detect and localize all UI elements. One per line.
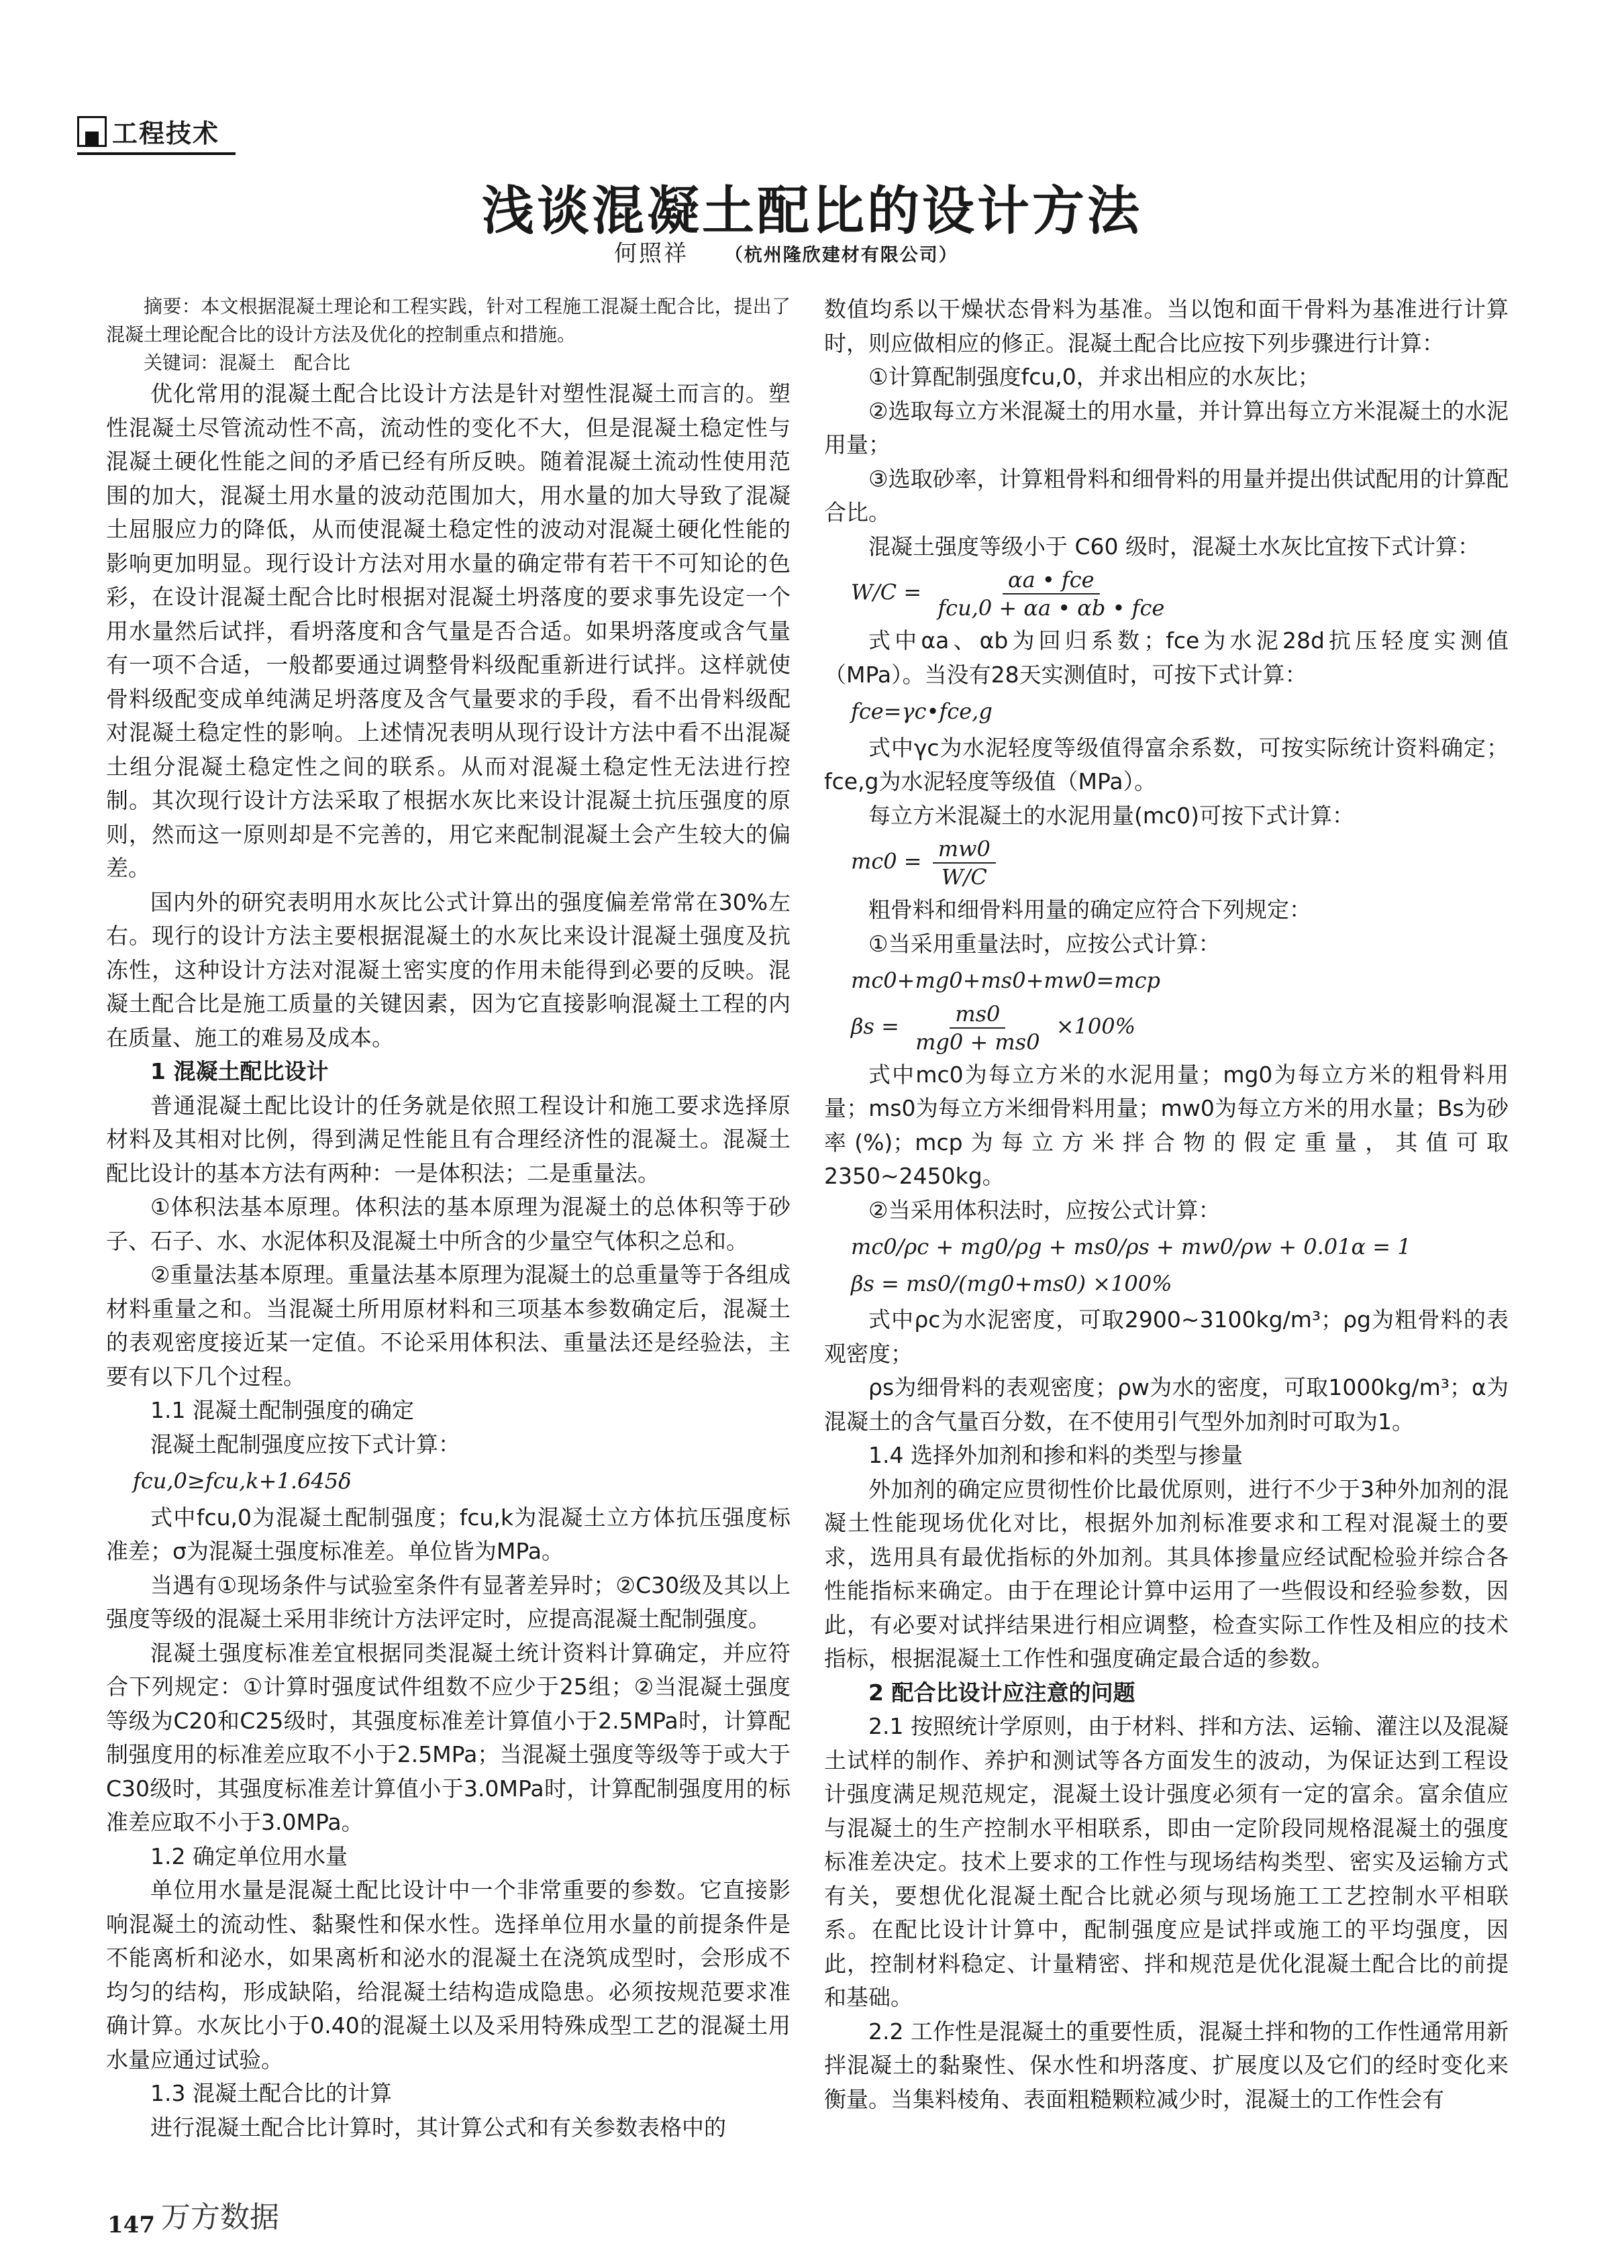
keywords: 关键词：混凝土 配合比 bbox=[144, 352, 351, 374]
subsection-heading: 1.1 混凝土配制强度的确定 bbox=[150, 1397, 414, 1423]
affiliation: （杭州隆欣建材有限公司） bbox=[724, 245, 958, 266]
subsection-heading: 1.3 混凝土配合比的计算 bbox=[150, 2080, 392, 2106]
paragraph: 式中γc为水泥轻度等级值得富余系数，可按实际统计资料确定；fce,g为水泥轻度等级值（MPa）。 bbox=[824, 734, 1509, 794]
formula-wc bbox=[851, 566, 1509, 621]
paragraph: 式中ρc为水泥密度，可取2900~3100kg/m³；ρg为粗骨料的表观密度； bbox=[824, 1306, 1509, 1367]
section-mark-icon bbox=[77, 116, 107, 147]
paragraph: 当遇有①现场条件与试验室条件有显著差异时；②C30级及其以上强度等级的混凝土采用非统计方法评定时，应提高混凝土配制强度。 bbox=[106, 1571, 791, 1632]
section-label: 工程技术 bbox=[112, 119, 220, 148]
formula-lhs: mc0 = bbox=[851, 848, 922, 874]
paragraph: 单位用水量是混凝土配比设计中一个非常重要的参数。它直接影响混凝土的流动性、黏聚性和保水性。选择单位用水量的前提条件是不能离析和泌水，如果离析和泌水的混凝土在浇筑成型时，会形成不均匀的结构，形成缺陷，给混凝土结构造成隐患。必须按规范要求准确计算。水灰比小于0.40的混凝土以及采用特殊成型工艺的混凝土用水量应通过试验。 bbox=[106, 1877, 791, 2073]
paragraph: 国内外的研究表明用水灰比公式计算出的强度偏差常常在30%左右。现行的设计方法主要根据混凝土的水灰比来设计混凝土强度及抗冻性，这种设计方法对混凝土密实度的作用未能得到必要的反映。混凝土配合比是施工质量的关键因素，因为它直接影响混凝土工程的内在质量、施工的难易及成本。 bbox=[106, 888, 791, 1051]
step-item: ①计算配制强度fcu,0，并求出相应的水灰比； bbox=[868, 364, 1320, 390]
formula-sand-ratio-volume: βs = ms0/(mg0+ms0) ×100% bbox=[851, 1270, 1172, 1296]
paragraph: 数值均系以干燥状态骨料为基准。当以饱和面干骨料为基准进行计算时，则应做相应的修正。混凝土配合比应按下列步骤进行计算： bbox=[824, 296, 1509, 356]
formula-fcu0: fcu,0≥fcu,k+1.645δ bbox=[133, 1468, 352, 1494]
watermark: 万方数据 bbox=[161, 2200, 279, 2234]
paragraph: 2.2 工作性是混凝土的重要性质，混凝土拌和物的工作性通常用新拌混凝土的黏聚性、保水性和坍落度、扩展度以及它们的经时变化来衡量。当集料棱角、表面粗糙颗粒减少时，混凝土的工作性会有 bbox=[824, 2018, 1509, 2112]
paragraph: 外加剂的确定应贯彻性价比最优原则，进行不少于3种外加剂的混凝土性能现场优化对比，根据外加剂标准要求和工程对混凝土的要求，选用具有最优指标的外加剂。其具体掺量应经试配检验并综合各性能指标来确定。由于在理论计算中运用了一些假设和经验参数，因此，有必要对试拌结果进行相应调整，检查实际工作性及相应的技术指标，根据混凝土工作性和强度确定最合适的参数。 bbox=[824, 1476, 1509, 1671]
formula-tail: ×100% bbox=[1056, 1013, 1136, 1039]
formula-sand-ratio bbox=[851, 1000, 1509, 1055]
left-column bbox=[106, 293, 791, 2145]
formula-weight-sum: mc0+mg0+ms0+mw0=mcp bbox=[851, 968, 1161, 993]
paragraph: 每立方米混凝土的水泥用量(mc0)可按下式计算： bbox=[868, 802, 1355, 829]
denominator: W/C bbox=[941, 864, 987, 890]
formula-mc0 bbox=[851, 835, 1509, 890]
denominator: mg0 + ms0 bbox=[915, 1029, 1040, 1055]
section-heading: 2 配合比设计应注意的问题 bbox=[868, 1679, 1135, 1706]
right-column bbox=[824, 293, 1509, 2116]
abstract: 摘要：本文根据混凝土理论和工程实践，针对工程施工混凝土配合比，提出了混凝土理论配合比的设计方法及优化的控制重点和措施。 bbox=[106, 295, 791, 346]
section-tag bbox=[77, 113, 236, 155]
fraction bbox=[932, 566, 1170, 621]
numerator: αa • fce bbox=[1003, 566, 1100, 595]
paragraph: ②当采用体积法时，应按公式计算： bbox=[868, 1196, 1221, 1223]
author: 何照祥 bbox=[614, 240, 689, 267]
denominator: fcu,0 + αa • αb • fce bbox=[937, 595, 1165, 621]
paragraph: 粗骨料和细骨料用量的确定应符合下列规定： bbox=[868, 896, 1311, 923]
paragraph: 2.1 按照统计学原则，由于材料、拌和方法、运输、灌注以及混凝土试样的制作、养护和测试等各方面发生的波动，为保证达到工程设计强度满足规范规定，混凝土设计强度必须有一定的富余。富余值应与混凝土的生产控制水平相联系，即由一定阶段同规格混凝土的强度标准差决定。技术上要求的工作性与现场结构类型、密实及运输方式有关，要想优化混凝土配合比就必须与现场施工工艺控制水平相联系。在配比设计计算中，配制强度应是试拌或施工的平均强度，因此，控制材料稳定、计量精密、拌和规范是优化混凝土配合比的前提和基础。 bbox=[824, 1713, 1509, 2010]
subsection-heading: 1.2 确定单位用水量 bbox=[150, 1843, 348, 1869]
fraction bbox=[933, 835, 996, 890]
paragraph: 普通混凝土配比设计的任务就是依照工程设计和施工要求选择原材料及其相对比例，得到满足性能且有合理经济性的混凝土。混凝土配比设计的基本方法有两种：一是体积法；二是重量法。 bbox=[106, 1092, 791, 1186]
paragraph: ①当采用重量法时，应按公式计算： bbox=[868, 930, 1221, 957]
formula-volume-sum: mc0/ρc + mg0/ρg + ms0/ρs + mw0/ρw + 0.01α = 1 bbox=[851, 1234, 1411, 1259]
fraction bbox=[910, 1000, 1045, 1055]
formula-fce: fce=γc•fce,g bbox=[851, 699, 993, 724]
formula-lhs: W/C = bbox=[851, 579, 922, 605]
section-heading: 1 混凝土配比设计 bbox=[150, 1058, 329, 1084]
paragraph: ②重量法基本原理。重量法基本原理为混凝土的总重量等于各组成材料重量之和。当混凝土所用原材料和三项基本参数确定后，混凝土的表观密度接近某一定值。不论采用体积法、重量法还是经验法，主要有以下几个过程。 bbox=[106, 1261, 791, 1390]
paragraph: ①体积法基本原理。体积法的基本原理为混凝土的总体积等于砂子、石子、水、水泥体积及混凝土中所含的少量空气体积之总和。 bbox=[106, 1194, 791, 1254]
numerator: ms0 bbox=[950, 1000, 1005, 1029]
step-item: ③选取砂率，计算粗骨料和细骨料的用量并提出供试配用的计算配合比。 bbox=[824, 465, 1509, 525]
paragraph: 混凝土配制强度应按下式计算： bbox=[150, 1431, 460, 1457]
step-item: ②选取每立方米混凝土的用水量，并计算出每立方米混凝土的水泥用量； bbox=[824, 397, 1509, 458]
paragraph: 优化常用的混凝土配合比设计方法是针对塑性混凝土而言的。塑性混凝土尽管流动性不高，流动性的变化不大，但是混凝土稳定性与混凝土硬化性能之间的矛盾已经有所反映。随着混凝土流动性使用范围的加大，混凝土用水量的波动范围加大，用水量的加大导致了混凝土屈服应力的降低，从而使混凝土稳定性的波动对混凝土硬化性能的影响更加明显。现行设计方法对用水量的确定带有若干不可知论的色彩，在设计混凝土配合比时根据对混凝土坍落度的要求事先设定一个用水量然后试拌，看坍落度和含气量是否合适。如果坍落度或含气量有一项不合适，一般都要通过调整骨料级配重新进行试拌。这样就使骨料级配变成单纯满足坍落度及含气量要求的手段，看不出骨料级配对混凝土稳定性的影响。上述情况表明从现行设计方法中看不出混凝土组分混凝土稳定性之间的联系。从而对混凝土稳定性无法进行控制。其次现行设计方法采取了根据水灰比来设计混凝土抗压强度的原则，然而这一原则却是不完善的，用它来配制混凝土会产生较大的偏差。 bbox=[106, 380, 791, 881]
subsection-heading: 1.4 选择外加剂和掺和料的类型与掺量 bbox=[868, 1442, 1243, 1468]
article-title: 浅谈混凝土配比的设计方法 bbox=[481, 181, 1142, 242]
paragraph: ρs为细骨料的表观密度；ρw为水的密度，可取1000kg/m³；α为混凝土的含气量百分数，在不使用引气型外加剂时可取为1。 bbox=[824, 1374, 1509, 1435]
paragraph: 混凝土强度标准差宜根据同类混凝土统计资料计算确定，并应符合下列规定：①计算时强度试件组数不应少于25组；②当混凝土强度等级为C20和C25级时，其强度标准差计算值小于2.5MPa时，计算配制强度用的标准差应取不小于2.5MPa；当混凝土强度等级等于或大于C30级时，其强度标准差计算值小于3.0MPa时，计算配制强度用的标准差应取不小于3.0MPa。 bbox=[106, 1639, 791, 1835]
paragraph: 式中fcu,0为混凝土配制强度；fcu,k为混凝土立方体抗压强度标准差；σ为混凝土强度标准差。单位皆为MPa。 bbox=[106, 1504, 791, 1564]
paragraph: 式中mc0为每立方米的水泥用量；mg0为每立方米的粗骨料用量；ms0为每立方米细骨料用量；mw0为每立方米的用水量；Bs为砂率(%)；mcp为每立方米拌合物的假定重量，其值可取2350~2450kg。 bbox=[824, 1061, 1509, 1189]
paragraph: 混凝土强度等级小于 C60 级时，混凝土水灰比宜按下式计算： bbox=[868, 533, 1480, 560]
paragraph: 进行混凝土配合比计算时，其计算公式和有关参数表格中的 bbox=[150, 2114, 726, 2141]
numerator: mw0 bbox=[933, 835, 996, 864]
paragraph: 式中αa、αb为回归系数；fce为水泥28d抗压轻度实测值（MPa）。当没有28天实测值时，可按下式计算： bbox=[824, 627, 1509, 688]
byline bbox=[614, 235, 958, 268]
formula-lhs: βs = bbox=[851, 1013, 899, 1039]
page-number: 147 bbox=[107, 2212, 155, 2238]
